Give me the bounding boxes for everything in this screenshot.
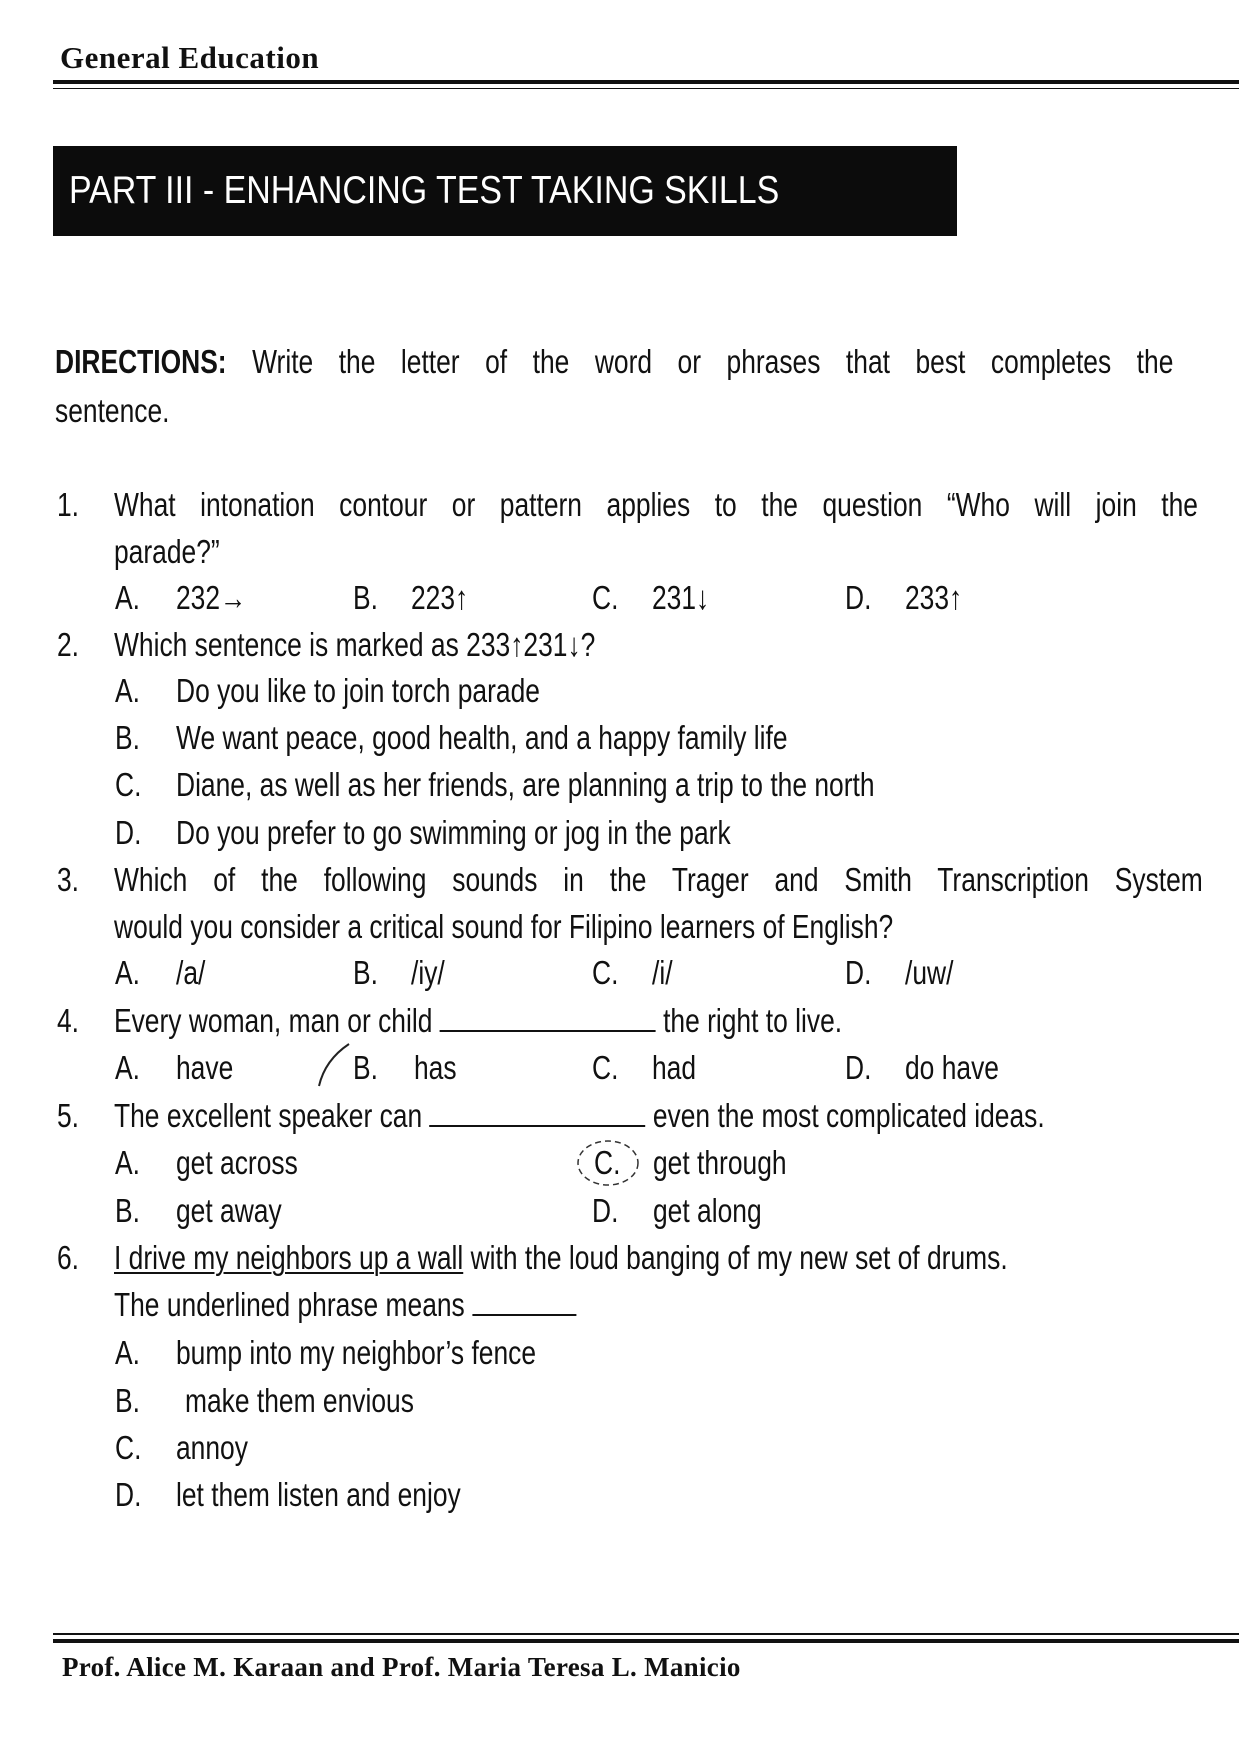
option-letter: D. bbox=[845, 954, 872, 991]
option-letter: B. bbox=[353, 1049, 378, 1086]
option-text: let them listen and enjoy bbox=[176, 1476, 461, 1513]
option-text: /a/ bbox=[176, 954, 206, 991]
option-text: annoy bbox=[176, 1429, 248, 1466]
directions-line-2: sentence. bbox=[55, 392, 170, 429]
option-letter: A. bbox=[115, 579, 140, 616]
option-letter: B. bbox=[353, 579, 378, 616]
option-letter: D. bbox=[845, 579, 872, 616]
running-header: General Education bbox=[60, 40, 320, 75]
option-text: 233↑ bbox=[905, 579, 963, 616]
question-text: parade?” bbox=[114, 533, 220, 570]
question-text-after: even the most complicated ideas. bbox=[652, 1097, 1045, 1134]
option-letter: D. bbox=[115, 1476, 142, 1513]
option-letter: B. bbox=[115, 719, 140, 756]
option-letter: C. bbox=[592, 1049, 619, 1086]
option-text: do have bbox=[905, 1049, 999, 1086]
option-text: /i/ bbox=[652, 954, 673, 991]
question-text: would you consider a critical sound for Filipino learners of English? bbox=[114, 908, 894, 945]
question-text-rest: with the loud banging of my new set of drums. bbox=[470, 1239, 1008, 1276]
answer-blank bbox=[440, 1002, 656, 1032]
option-letter: C. bbox=[594, 1144, 621, 1181]
option-text: /iy/ bbox=[411, 954, 445, 991]
option-letter: C. bbox=[115, 766, 142, 803]
question-text bbox=[114, 1096, 1045, 1136]
footer-rule-thick bbox=[53, 1639, 1239, 1643]
question-text: Which of the following sounds in the Trager and Smith Transcription System bbox=[114, 861, 1203, 898]
option-text: bump into my neighbor’s fence bbox=[176, 1334, 537, 1371]
question-number: 5. bbox=[57, 1097, 80, 1134]
question-number: 6. bbox=[57, 1239, 80, 1276]
option-letter: A. bbox=[115, 954, 140, 991]
question-text-before: The excellent speaker can bbox=[114, 1097, 423, 1134]
underlined-phrase: I drive my neighbors up a wall bbox=[114, 1239, 464, 1276]
option-letter: B. bbox=[115, 1192, 140, 1229]
option-text: get along bbox=[653, 1192, 762, 1229]
question-text bbox=[114, 1285, 576, 1325]
option-letter: C. bbox=[592, 954, 619, 991]
option-text: Diane, as well as her friends, are planning a trip to the north bbox=[176, 766, 875, 803]
header-rule bbox=[53, 80, 1239, 84]
answer-blank bbox=[430, 1097, 646, 1127]
directions-text: Write the letter of the word or phrases that best completes the bbox=[252, 343, 1174, 380]
header-rule-thin bbox=[53, 88, 1239, 89]
option-letter: C. bbox=[592, 579, 619, 616]
question-number: 2. bbox=[57, 626, 80, 663]
option-text: get across bbox=[176, 1144, 298, 1181]
section-banner bbox=[53, 146, 957, 236]
option-letter: B. bbox=[115, 1382, 140, 1419]
option-letter: A. bbox=[115, 1144, 140, 1181]
option-letter: D. bbox=[115, 814, 142, 851]
section-title: PART III - ENHANCING TEST TAKING SKILLS bbox=[69, 169, 780, 212]
option-text: get away bbox=[176, 1192, 282, 1229]
question-text bbox=[114, 1238, 1008, 1278]
option-text: has bbox=[414, 1049, 457, 1086]
option-text: 231↓ bbox=[652, 579, 710, 616]
question-text bbox=[114, 1001, 842, 1041]
question-text: What intonation contour or pattern applies to the question “Who will join the bbox=[114, 486, 1198, 523]
option-letter: A. bbox=[115, 672, 140, 709]
option-letter: A. bbox=[115, 1334, 140, 1371]
footer-rule bbox=[53, 1633, 1239, 1635]
option-text: 232→ bbox=[176, 579, 247, 616]
option-text: /uw/ bbox=[905, 954, 954, 991]
question-text: Which sentence is marked as 233↑231↓? bbox=[114, 626, 596, 663]
option-letter: D. bbox=[845, 1049, 872, 1086]
option-text: Do you prefer to go swimming or jog in the park bbox=[176, 814, 731, 851]
option-text: make them envious bbox=[185, 1382, 414, 1419]
option-letter: B. bbox=[353, 954, 378, 991]
footer-authors: Prof. Alice M. Karaan and Prof. Maria Teresa L. Manicio bbox=[62, 1652, 741, 1682]
handwritten-answer-circle bbox=[568, 1135, 648, 1195]
option-text: get through bbox=[653, 1144, 787, 1181]
directions-line-1 bbox=[55, 342, 1173, 382]
option-letter: A. bbox=[115, 1049, 140, 1086]
question-number: 4. bbox=[57, 1002, 80, 1039]
option-letter: D. bbox=[592, 1192, 619, 1229]
question-text-after: the right to live. bbox=[663, 1002, 843, 1039]
answer-blank bbox=[472, 1286, 576, 1316]
option-letter: C. bbox=[115, 1429, 142, 1466]
option-text: had bbox=[652, 1049, 697, 1086]
question-number: 3. bbox=[57, 861, 80, 898]
option-text: Do you like to join torch parade bbox=[176, 672, 540, 709]
handwritten-check-mark bbox=[315, 1040, 365, 1090]
directions-label: DIRECTIONS: bbox=[55, 343, 227, 380]
question-number: 1. bbox=[57, 486, 80, 523]
question-text-line2: The underlined phrase means bbox=[114, 1286, 465, 1323]
option-text: have bbox=[176, 1049, 234, 1086]
question-text-before: Every woman, man or child bbox=[114, 1002, 433, 1039]
option-text: We want peace, good health, and a happy family life bbox=[176, 719, 788, 756]
option-text: 223↑ bbox=[411, 579, 469, 616]
